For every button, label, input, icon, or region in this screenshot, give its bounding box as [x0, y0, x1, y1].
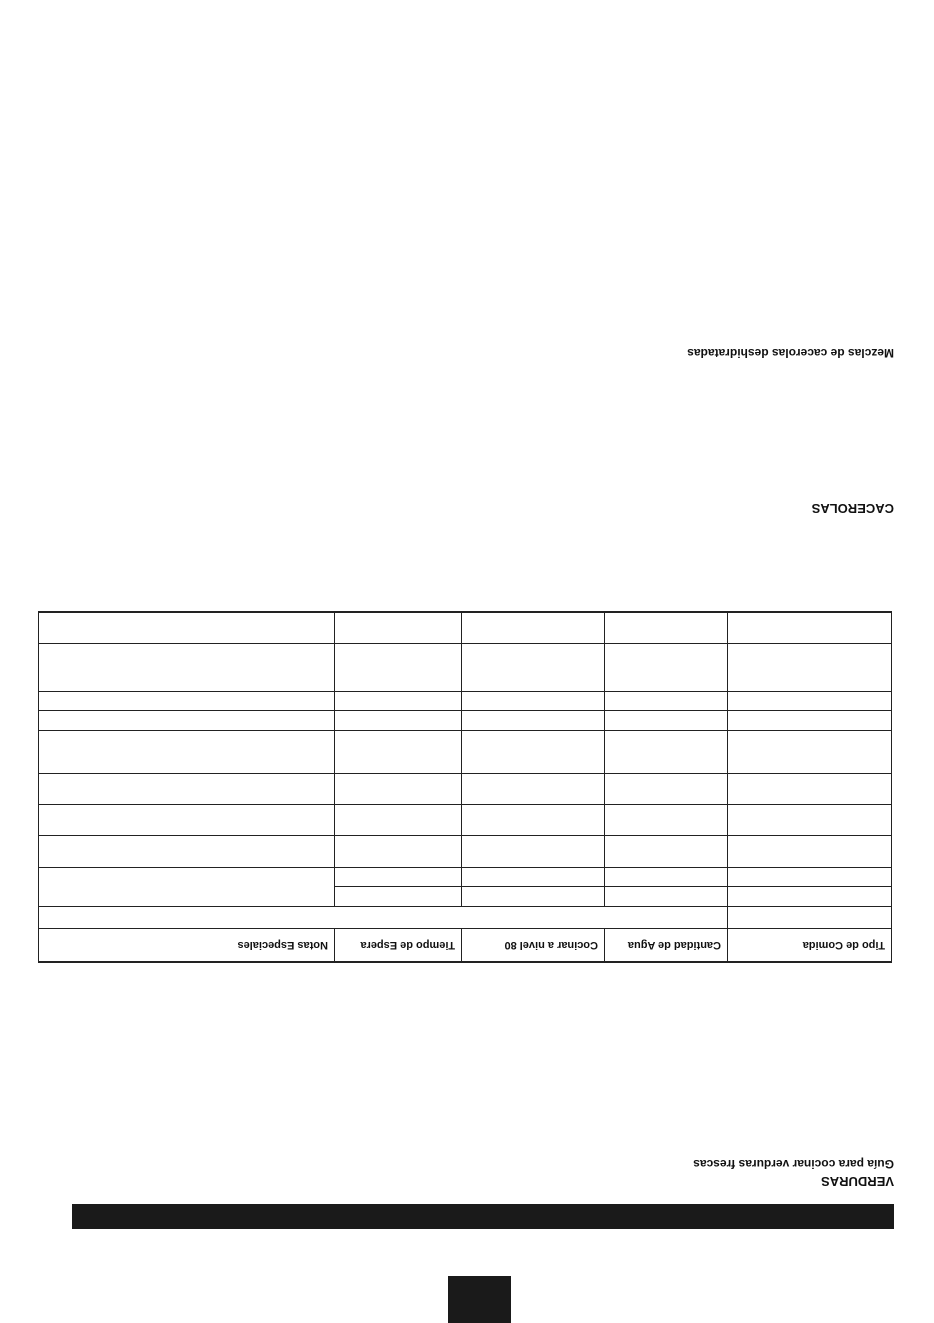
table-cell: [335, 774, 462, 805]
table-cell: [728, 711, 892, 731]
header-notas-especiales: Notas Especiales: [39, 929, 335, 963]
table-row: [39, 692, 892, 711]
table-cell: [605, 731, 728, 774]
table-header-row: [39, 929, 892, 963]
page-number-tab: [448, 1276, 511, 1323]
table-cell: [462, 692, 605, 711]
section-subtitle-cacerolas: Mezclas de cacerolas deshidratadas: [687, 346, 894, 360]
table-cell: [728, 692, 892, 711]
table-cell: [39, 692, 335, 711]
table-cell: [605, 774, 728, 805]
table-row: [39, 613, 892, 644]
table-cell: [39, 613, 335, 644]
section-title-cacerolas: CACEROLAS: [811, 501, 894, 516]
table-row: [39, 805, 892, 836]
table-cell: [728, 887, 892, 907]
table-row: [39, 774, 892, 805]
table-cell: [335, 805, 462, 836]
table-cell: [462, 805, 605, 836]
table-cell: [605, 805, 728, 836]
table-cell: [605, 868, 728, 887]
table-cell: [335, 644, 462, 692]
table-cell: [335, 692, 462, 711]
table-cell: [462, 774, 605, 805]
table-cell: [462, 887, 605, 907]
table-cell: [335, 868, 462, 887]
table-cell: [728, 868, 892, 887]
table-cell: [605, 887, 728, 907]
table-cell: [605, 836, 728, 868]
table-cell: [39, 731, 335, 774]
table-cell: [728, 907, 892, 929]
header-cocinar-a-nivel-80: Cocinar a nivel 80: [462, 929, 605, 963]
table-cell: [728, 613, 892, 644]
header-tipo-de-comida: Tipo de Comida: [728, 929, 892, 963]
table-cell: [462, 711, 605, 731]
table-cell: [39, 805, 335, 836]
table-cell: [335, 887, 462, 907]
table-cell: [39, 644, 335, 692]
header-cantidad-de-agua: Cantidad de Agua: [605, 929, 728, 963]
table-cell: [462, 868, 605, 887]
header-tiempo-de-espera: Tiempo de Espera: [335, 929, 462, 963]
table-cell: [39, 836, 335, 868]
table-row: [39, 644, 892, 692]
table-cell: [462, 836, 605, 868]
table-cell: [39, 774, 335, 805]
table-cell: [335, 731, 462, 774]
table-cell: [39, 868, 335, 907]
table-cell: [39, 711, 335, 731]
table-cell: [728, 774, 892, 805]
table-cell: [605, 692, 728, 711]
vegetable-cooking-table: [38, 612, 892, 964]
table-cell: [728, 805, 892, 836]
table-cell: [462, 731, 605, 774]
table-row: [39, 711, 892, 731]
table-cell: [605, 644, 728, 692]
table-cell: [462, 613, 605, 644]
table-cell: [728, 836, 892, 868]
table-cell: [39, 907, 728, 929]
table-cell: [605, 613, 728, 644]
table-cell: [462, 644, 605, 692]
table-cell: [335, 711, 462, 731]
table-row: [39, 887, 892, 907]
header-bar: [72, 1204, 894, 1229]
table-cell: [728, 644, 892, 692]
table-cell: [335, 836, 462, 868]
section-title-verduras: VERDURAS: [821, 1174, 894, 1189]
table-row: [39, 731, 892, 774]
table-row: [39, 907, 892, 929]
table-row: [39, 836, 892, 868]
table-cell: [728, 731, 892, 774]
table-cell: [335, 613, 462, 644]
table-cell: [605, 711, 728, 731]
section-subtitle-verduras: Guía para cocinar verduras frescas: [693, 1157, 894, 1171]
